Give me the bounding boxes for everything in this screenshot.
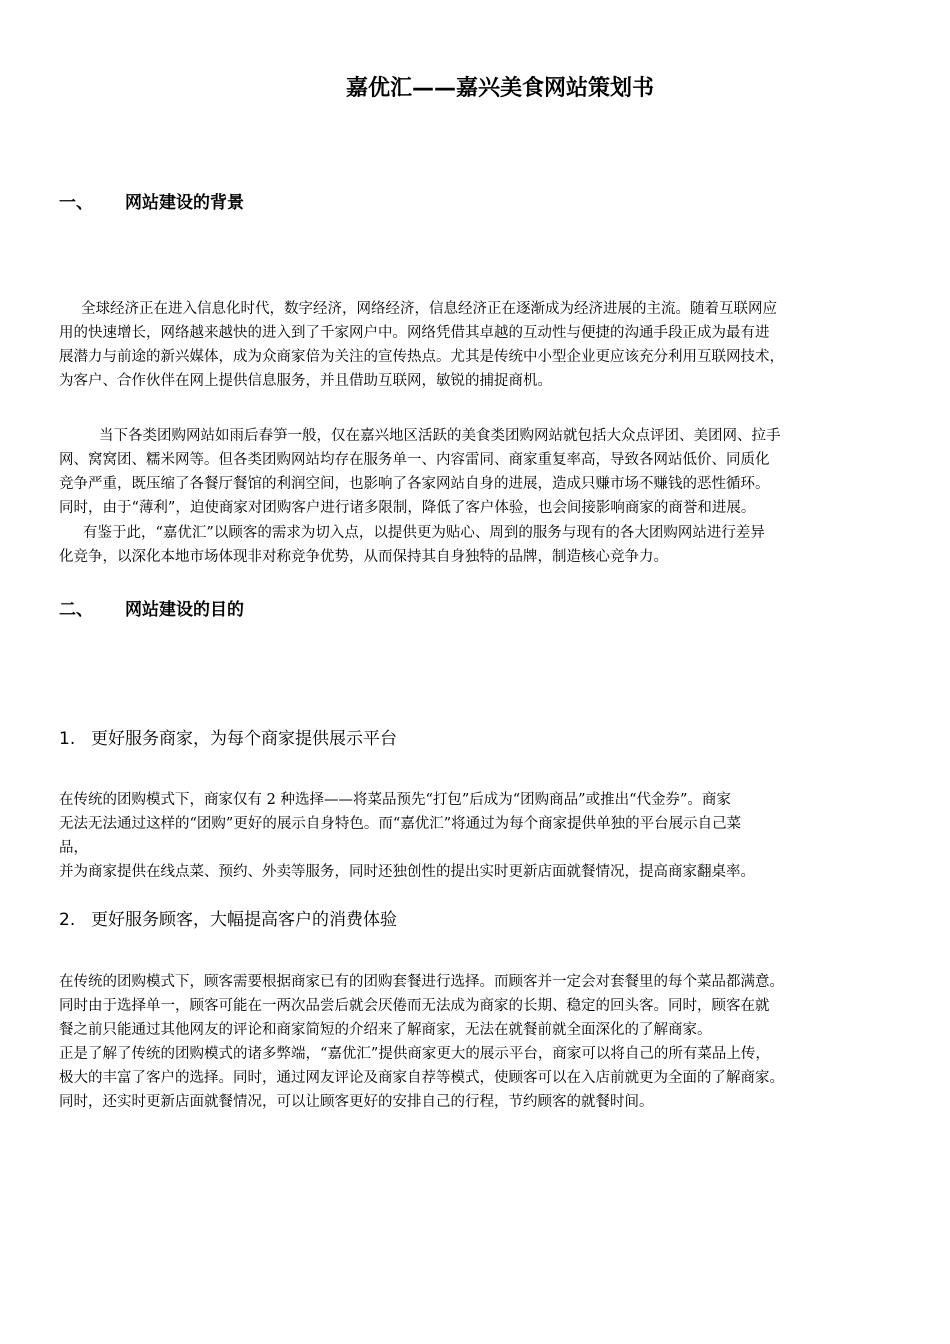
text-line: 化竞争，以深化本地市场体现非对称竞争优势，从而保持其自身独特的品牌，制造核心竞争力。 bbox=[59, 549, 668, 565]
text-line: 在传统的团购模式下，商家仅有 2 种选择——将菜品预先“打包”后成为“团购商品”或推出“代金券”。商家 bbox=[59, 792, 731, 808]
text-line: 竞争严重，既压缩了各餐厅餐馆的利润空间，也影响了各家网站自身的进展，造成只赚市场不赚钱的恶性循环。 bbox=[59, 476, 770, 492]
text-line: 同时，由于“薄利”，迫使商家对团购客户进行诸多限制，降低了客户体验，也会间接影响商家的商誉和进展。 bbox=[59, 500, 756, 516]
text-line: 当下各类团购网站如雨后春笋一般，仅在嘉兴地区活跃的美食类团购网站就包括大众点评团、美团网、拉手 bbox=[99, 428, 781, 444]
text-line: 有鉴于此，“嘉优汇”以顾客的需求为切入点，以提供更为贴心、周到的服务与现有的各大团购网站进行差异 bbox=[83, 525, 765, 541]
section-title: 网站建设的背景 bbox=[125, 193, 244, 213]
subsection-number: 1. bbox=[59, 729, 76, 749]
paragraph-background-1 bbox=[59, 297, 895, 393]
text-line: 并为商家提供在线点菜、预约、外卖等服务，同时还独创性的提出实时更新店面就餐情况，提高商家翻桌率。 bbox=[59, 864, 755, 880]
section-number: 一、 bbox=[59, 193, 93, 213]
subsection-heading-customers bbox=[59, 908, 397, 932]
text-line: 用的快速增长，网络越来越快的进入到了千家网户中。网络凭借其卓越的互动性与便捷的沟通手段正成为最有进 bbox=[59, 325, 770, 341]
text-line: 正是了解了传统的团购模式的诸多弊端，“嘉优汇”提供商家更大的展示平台，商家可以将自己的所有菜品上传， bbox=[59, 1046, 770, 1062]
section-title: 网站建设的目的 bbox=[125, 600, 244, 620]
text-line: 同时由于选择单一，顾客可能在一两次品尝后就会厌倦而无法成为商家的长期、稳定的回头客。同时，顾客在就 bbox=[59, 998, 770, 1014]
subsection-title: 更好服务商家，为每个商家提供展示平台 bbox=[91, 729, 397, 749]
text-line: 无法无法通过这样的“团购”更好的展示自身特色。而“嘉优汇”将通过为每个商家提供单独的平台展示自己菜 bbox=[59, 816, 742, 832]
paragraph-customers bbox=[59, 970, 895, 1114]
text-line: 极大的丰富了客户的选择。同时，通过网友评论及商家自荐等模式，使顾客可以在入店前就更为全面的了解商家。 bbox=[59, 1070, 784, 1086]
text-line: 品， bbox=[59, 840, 88, 856]
section-number: 二、 bbox=[59, 600, 93, 620]
text-line: 在传统的团购模式下，顾客需要根据商家已有的团购套餐进行选择。而顾客并一定会对套餐里的每个菜品都满意。 bbox=[59, 974, 784, 990]
text-line: 展潜力与前途的新兴媒体，成为众商家倍为关注的宣传热点。尤其是传统中小型企业更应该充分利用互联网技术， bbox=[59, 349, 784, 365]
paragraph-merchants bbox=[59, 788, 895, 884]
subsection-title: 更好服务顾客，大幅提高客户的消费体验 bbox=[91, 910, 397, 930]
paragraph-background-2 bbox=[59, 424, 895, 520]
text-line: 为客户、合作伙伴在网上提供信息服务，并且借助互联网，敏锐的捕捉商机。 bbox=[59, 373, 552, 389]
subsection-heading-merchants bbox=[59, 727, 397, 751]
subsection-number: 2. bbox=[59, 910, 76, 930]
section-heading-background bbox=[59, 191, 244, 215]
text-line: 全球经济正在进入信息化时代，数字经济，网络经济，信息经济正在逐渐成为经济进展的主流。随着互联网应 bbox=[81, 301, 777, 317]
text-line: 餐之前只能通过其他网友的评论和商家简短的介绍来了解商家，无法在就餐前就全面深化的了解商家。 bbox=[59, 1022, 712, 1038]
text-line: 同时，还实时更新店面就餐情况，可以让顾客更好的安排自己的行程，节约顾客的就餐时间。 bbox=[59, 1094, 654, 1110]
document-title: 嘉优汇——嘉兴美食网站策划书 bbox=[345, 76, 654, 101]
section-heading-purpose bbox=[59, 598, 244, 622]
paragraph-background-3 bbox=[59, 521, 895, 569]
text-line: 网、窝窝团、糯米网等。但各类团购网站均存在服务单一、内容雷同、商家重复率高，导致各网站低价、同质化 bbox=[59, 452, 770, 468]
